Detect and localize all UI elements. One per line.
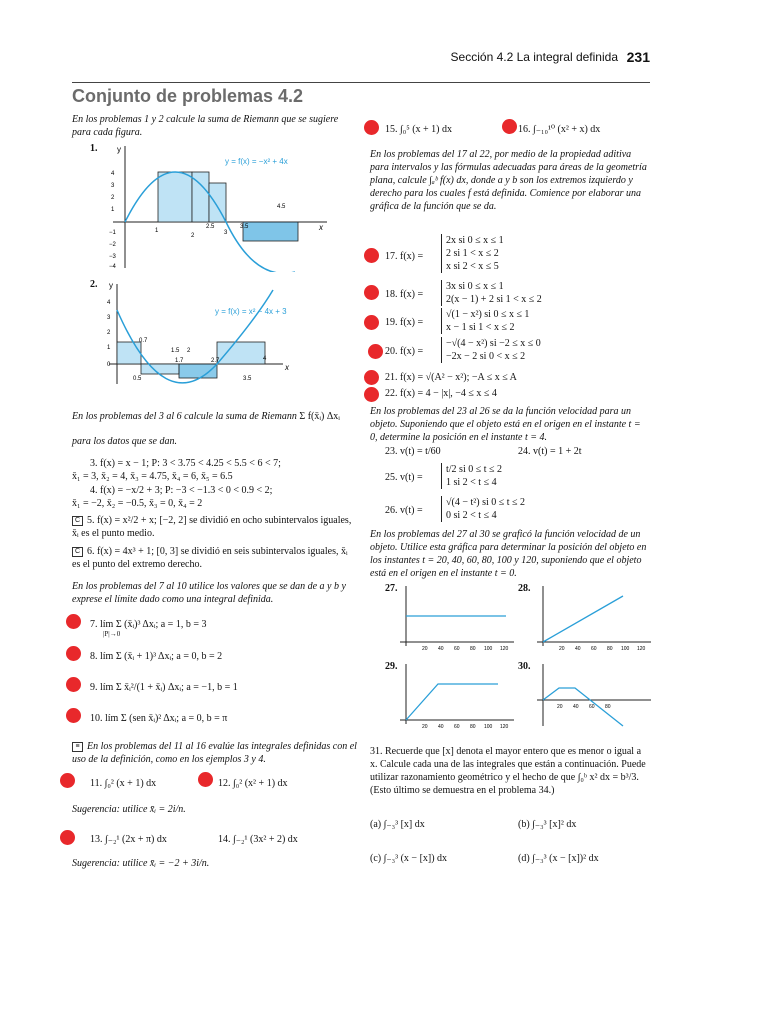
- red-marker: [364, 120, 379, 135]
- fig1-ytick: −4: [109, 264, 116, 270]
- intro-17-22: En los problemas del 17 al 22, por medio de la propiedad aditiva para intervalos y las fórmulas adecuadas para áreas de la geometría plana, calcule ∫ₐᵇ f(x) dx, donde a y b son los extremos izquierdo y derecho para los cuales f está definida. Comience por elaborar una gráfica de la función que se da.: [370, 149, 647, 212]
- calculator-icon: C: [72, 547, 83, 557]
- graph-xtick: 60: [454, 724, 460, 730]
- problem-31a: (a) ∫₋₃³ [x] dx: [370, 819, 425, 830]
- fig1-curve-label: y = f(x) = −x² + 4x: [225, 157, 288, 166]
- riemann-figure-1: [105, 142, 335, 272]
- problem-14: 14. ∫₋₂¹ (3x² + 2) dx: [218, 834, 298, 845]
- page-title: Conjunto de problemas 4.2: [72, 86, 304, 106]
- problem-15: 15. ∫₀⁵ (x + 1) dx: [385, 124, 453, 135]
- intro-23-26: En los problemas del 23 al 26 se da la función velocidad para un objeto. Suponiendo que el objeto está en el origen en el instante t = 0, determine la posición en el instante t = 4.: [370, 406, 641, 443]
- red-marker: [66, 614, 81, 629]
- intro-1-2: En los problemas 1 y 2 calcule la suma de Riemann que se sugiere para cada figura.: [72, 114, 339, 138]
- red-marker: [66, 708, 81, 723]
- fig2-xtick: 3.5: [243, 376, 252, 382]
- intro-11-16: ≡ En los problemas del 11 al 16 evalúe las integrales definidas con el uso de la definición, como en los ejemplos 3 y 4.: [72, 741, 357, 765]
- red-marker: [364, 370, 379, 385]
- graph-xtick: 40: [573, 704, 579, 710]
- fig1-ytick: −2: [109, 242, 116, 248]
- hint-2: Sugerencia: utilice x̄ᵢ = −2 + 3i/n.: [72, 858, 210, 869]
- fig2-xtick: 2: [187, 348, 191, 354]
- graph-xtick: 20: [557, 704, 563, 710]
- fig1-number: 1.: [90, 143, 98, 154]
- velocity-graph-27: [398, 582, 516, 652]
- graph-xtick: 80: [470, 724, 476, 730]
- sum-expression: Σ f(x̄ᵢ) Δxᵢ: [299, 411, 340, 422]
- problem-31b: (b) ∫₋₃³ [x]² dx: [518, 819, 577, 830]
- intro-3-6-b: para los datos que se dan.: [72, 436, 177, 447]
- intro-7-10: En los problemas del 7 al 10 utilice los valores que se dan de a y b y exprese el límite dado como una integral definida.: [72, 581, 346, 605]
- intro-27-30: En los problemas del 27 al 30 se graficó la función velocidad de un objeto. Utilice esta gráfica para determinar la posición del objeto en los instantes t = 20, 40, 60, 80, 100 y 120, suponiendo que el objeto está en el origen en el instante t = 0.: [370, 529, 647, 579]
- fig1-ytick: 4: [111, 171, 115, 177]
- graph-xtick: 40: [575, 646, 581, 652]
- red-marker: [364, 248, 379, 263]
- fig1-ytick: 1: [111, 207, 115, 213]
- fig1-ytick: −1: [109, 230, 116, 236]
- problem-9: 9. lím Σ x̄ᵢ²/(1 + x̄ᵢ) Δxᵢ; a = −1, b = 1: [90, 682, 238, 693]
- list-icon: ≡: [72, 742, 83, 752]
- problem-13: 13. ∫₋₂¹ (2x + π) dx: [90, 834, 167, 845]
- fig2-xtick: 0.7: [139, 338, 148, 344]
- red-marker: [364, 315, 379, 330]
- graph-xtick: 20: [422, 646, 428, 652]
- fig2-curve-label: y = f(x) = x² − 4x + 3: [215, 307, 287, 316]
- graph-xtick: 80: [607, 646, 613, 652]
- fig2-xtick: 0.5: [133, 376, 142, 382]
- problem-8: 8. lím Σ (x̄ᵢ + 1)³ Δxᵢ; a = 0, b = 2: [90, 651, 223, 662]
- graph-27-number: 27.: [385, 583, 398, 594]
- graph-28-number: 28.: [518, 583, 531, 594]
- fig2-xtick: 4: [263, 356, 267, 362]
- graph-xtick: 20: [422, 724, 428, 730]
- section-title: Sección 4.2 La integral definida: [450, 50, 618, 64]
- page-number: 231: [626, 49, 650, 65]
- graph-xtick: 40: [438, 646, 444, 652]
- fig2-ytick: 2: [107, 330, 111, 336]
- graph-30-number: 30.: [518, 661, 531, 672]
- fig2-xtick: 1.7: [175, 358, 184, 364]
- graph-xtick: 60: [454, 646, 460, 652]
- red-marker: [368, 344, 383, 359]
- problem-21: 21. f(x) = √(A² − x²); −A ≤ x ≤ A: [385, 372, 517, 383]
- problem-12: 12. ∫₀² (x² + 1) dx: [218, 778, 288, 789]
- red-marker: [364, 387, 379, 402]
- graph-xtick: 120: [500, 724, 509, 730]
- graph-xtick: 120: [637, 646, 646, 652]
- graph-xtick: 60: [591, 646, 597, 652]
- velocity-graph-30: [535, 660, 653, 730]
- fig2-number: 2.: [90, 279, 98, 290]
- fig2-ytick: 1: [107, 345, 111, 351]
- graph-29-number: 29.: [385, 661, 398, 672]
- fig1-xtick: 3.5: [240, 224, 249, 230]
- red-marker: [198, 772, 213, 787]
- fig2-xtick: 2.7: [211, 358, 220, 364]
- red-marker: [364, 285, 379, 300]
- problem-5: C 5. f(x) = x²/2 + x; [−2, 2] se dividió en ocho subintervalos iguales, x̄ᵢ es el punto medio.: [72, 515, 352, 539]
- fig2-ylabel: y: [109, 281, 113, 290]
- fig2-xtick: 1.5: [171, 348, 180, 354]
- graph-xtick: 100: [484, 646, 493, 652]
- problem-23: 23. v(t) = t/60: [385, 446, 441, 457]
- problem-31: 31. Recuerde que [x] denota el mayor entero que es menor o igual a x. Calcule cada una de las integrales que están a continuación. Puede utilizar razonamiento geométrico y el hecho de que ∫₀ᵇ x² dx = b³/3. (Esto último se demuestra en el problema 34.): [370, 746, 646, 796]
- problem-3: 3. f(x) = x − 1; P: 3 < 3.75 < 4.25 < 5.5 < 6 < 7; x̄₁ = 3, x̄₂ = 4, x̄₃ = 4.75, x̄₄ = 6, x̄₅ = 6.5: [72, 458, 281, 482]
- fig1-xtick: 2: [191, 233, 195, 239]
- graph-xtick: 100: [621, 646, 630, 652]
- fig1-ylabel: y: [117, 145, 121, 154]
- fig1-ytick: 2: [111, 195, 115, 201]
- fig2-ytick: 3: [107, 315, 111, 321]
- fig1-xtick: 2.5: [206, 224, 215, 230]
- page-header: [0, 46, 768, 86]
- problem-31c: (c) ∫₋₃³ (x − [x]) dx: [370, 853, 448, 864]
- problem-22: 22. f(x) = 4 − |x|, −4 ≤ x ≤ 4: [385, 388, 497, 399]
- graph-xtick: 40: [438, 724, 444, 730]
- problem-11: 11. ∫₀² (x + 1) dx: [90, 778, 157, 789]
- problem-16: 16. ∫₋₁₀¹⁰ (x² + x) dx: [518, 124, 601, 135]
- intro-3-6: En los problemas del 3 al 6 calcule la suma de Riemann Σ f(x̄ᵢ) Δxᵢ: [72, 411, 340, 422]
- problem-4: 4. f(x) = −x/2 + 3; P: −3 < −1.3 < 0 < 0.9 < 2; x̄₁ = −2, x̄₂ = −0.5, x̄₃ = 0, x̄₄ = 2: [72, 485, 273, 509]
- red-marker: [502, 119, 517, 134]
- problem-10: 10. lím Σ (sen x̄ᵢ)² Δxᵢ; a = 0, b = π: [90, 713, 228, 724]
- graph-xtick: 120: [500, 646, 509, 652]
- problem-31d: (d) ∫₋₃³ (x − [x])² dx: [518, 853, 599, 864]
- fig1-xtick: 4.5: [277, 204, 286, 210]
- graph-xtick: 20: [559, 646, 565, 652]
- fig1-ytick: −3: [109, 254, 116, 260]
- red-marker: [60, 830, 75, 845]
- graph-xtick: 100: [484, 724, 493, 730]
- red-marker: [66, 646, 81, 661]
- header-rule: [72, 82, 650, 83]
- fig2-xlabel: x: [285, 363, 289, 372]
- fig2-ytick: 0: [107, 362, 111, 368]
- graph-xtick: 80: [605, 704, 611, 710]
- riemann-figure-2: [105, 280, 305, 390]
- fig1-xlabel: x: [319, 223, 323, 232]
- fig1-ytick: 3: [111, 183, 115, 189]
- fig1-xtick: 1: [155, 228, 159, 234]
- problem-24: 24. v(t) = 1 + 2t: [518, 446, 582, 457]
- graph-xtick: 80: [470, 646, 476, 652]
- red-marker: [66, 677, 81, 692]
- fig1-xtick: 3: [224, 230, 228, 236]
- graph-xtick: 60: [589, 704, 595, 710]
- velocity-graph-28: [535, 582, 653, 652]
- limit-subscript: |P|→0: [103, 630, 121, 638]
- hint-1: Sugerencia: utilice x̄ᵢ = 2i/n.: [72, 804, 186, 815]
- red-marker: [60, 773, 75, 788]
- calculator-icon: C: [72, 516, 83, 526]
- velocity-graph-29: [398, 660, 516, 730]
- problem-7: 7. lím Σ (x̄ᵢ)³ Δxᵢ; a = 1, b = 3: [90, 619, 207, 630]
- problem-6: C 6. f(x) = 4x³ + 1; [0, 3] se dividió en seis subintervalos iguales, x̄ᵢ es el punto del extremo derecho.: [72, 546, 348, 570]
- fig2-ytick: 4: [107, 300, 111, 306]
